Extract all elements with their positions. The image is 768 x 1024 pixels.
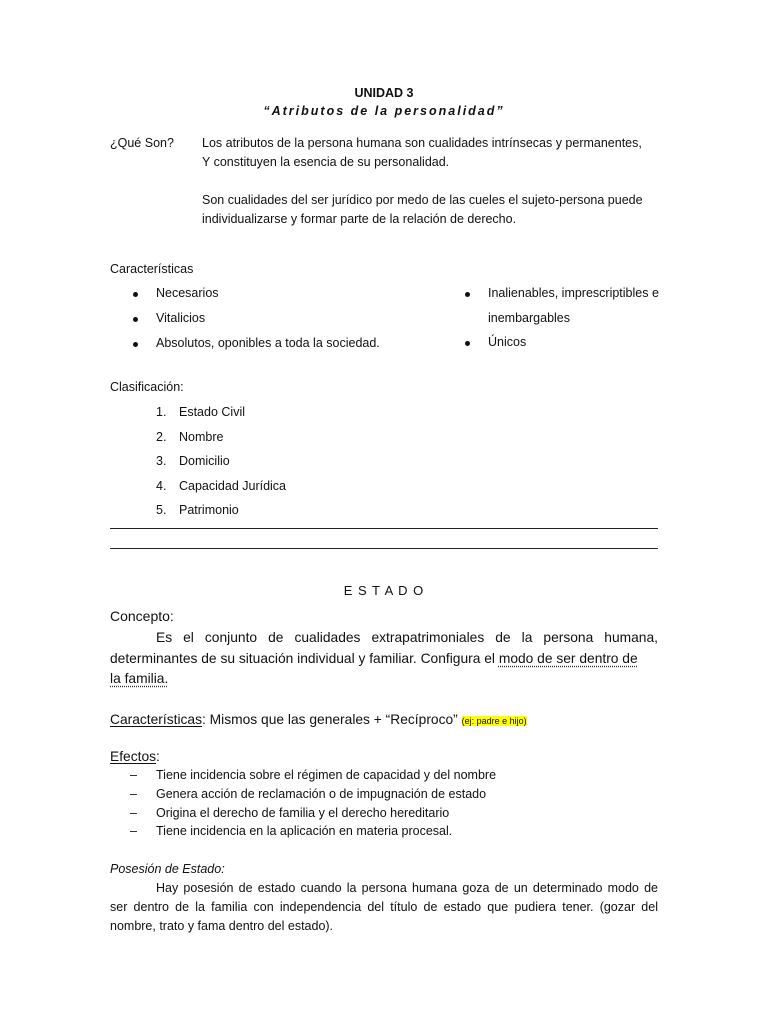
estado-heading: E S T A D O: [343, 583, 425, 598]
highlight-note: (ej: padre e hijo): [461, 716, 527, 726]
efectos-label: Efectos: [110, 749, 157, 764]
que-son-line: Y constituyen la esencia de su personalidad.: [202, 155, 450, 169]
posesion-line: Hay posesión de estado cuando la persona humana goza de un determinado modo de: [156, 881, 658, 895]
caracteristica-item-cont: inembargables: [488, 311, 570, 325]
caracteristica-item: Únicos: [488, 335, 527, 349]
efecto-item: Tiene incidencia sobre el régimen de capacidad y del nombre: [156, 768, 497, 782]
posesion-line: ser dentro de la familia con independencia del título de estado que pudiera tener. (gozar del: [110, 900, 658, 914]
list-number: 3.: [156, 454, 167, 468]
caracteristica-item: Absolutos, oponibles a toda la sociedad.: [156, 336, 380, 350]
list-item: Nombre: [179, 430, 224, 444]
bullet-icon: [133, 317, 138, 322]
concepto-text: determinantes de su situación individual y familiar. Configura el: [110, 651, 499, 666]
divider: [110, 528, 658, 529]
list-number: 2.: [156, 430, 167, 444]
list-item: Domicilio: [179, 454, 230, 468]
concepto-label: Concepto:: [110, 608, 174, 624]
dash-icon: –: [130, 806, 137, 820]
que-son-line: Los atributos de la persona humana son cualidades intrínsecas y permanentes,: [202, 136, 642, 150]
que-son-line: Son cualidades del ser jurídico por medo de las cueles el sujeto-persona puede: [202, 193, 643, 207]
bullet-icon: [465, 341, 470, 346]
list-number: 5.: [156, 503, 167, 517]
clasificacion-label: Clasificación:: [110, 380, 184, 394]
list-number: 1.: [156, 405, 167, 419]
estado-caracteristicas-text: : Mismos que las generales + “Recíproco”: [202, 712, 462, 727]
caracteristicas-label: Características: [110, 262, 194, 276]
bullet-icon: [133, 342, 138, 347]
concepto-line: Es el conjunto de cualidades extrapatrimoniales de la persona humana,: [156, 630, 658, 645]
caracteristica-item: Inalienables, imprescriptibles e: [488, 286, 659, 300]
estado-caracteristicas-label: Características: [110, 712, 203, 727]
efectos-heading: [110, 746, 658, 767]
concepto-line: [110, 668, 658, 689]
que-son-label: ¿Qué Son?: [110, 136, 174, 150]
efecto-item: Genera acción de reclamación o de impugnación de estado: [156, 787, 487, 801]
efecto-item: Origina el derecho de familia y el derecho hereditario: [156, 806, 450, 820]
concepto-line: [110, 648, 658, 669]
dash-icon: –: [130, 787, 137, 801]
estado-caracteristicas: [110, 709, 658, 732]
list-item: Estado Civil: [179, 405, 245, 419]
list-item: Patrimonio: [179, 503, 239, 517]
concepto-emphasis: la familia.: [110, 671, 169, 686]
concepto-emphasis: modo de ser dentro de: [498, 651, 638, 666]
posesion-label: Posesión de Estado:: [110, 862, 225, 876]
unit-title: UNIDAD 3: [354, 86, 414, 100]
efecto-item: Tiene incidencia en la aplicación en materia procesal.: [156, 824, 453, 838]
list-item: Capacidad Jurídica: [179, 479, 287, 493]
efectos-colon: :: [156, 749, 160, 764]
caracteristica-item: Vitalicios: [156, 311, 206, 325]
dash-icon: –: [130, 824, 137, 838]
divider: [110, 548, 658, 549]
list-number: 4.: [156, 479, 167, 493]
dash-icon: –: [130, 768, 137, 782]
bullet-icon: [465, 292, 470, 297]
unit-subtitle: “Atributos de la personalidad”: [263, 104, 505, 118]
caracteristica-item: Necesarios: [156, 286, 219, 300]
posesion-line: nombre, trato y fama dentro del estado).: [110, 919, 334, 933]
bullet-icon: [133, 292, 138, 297]
que-son-line: individualizarse y formar parte de la relación de derecho.: [202, 212, 517, 226]
